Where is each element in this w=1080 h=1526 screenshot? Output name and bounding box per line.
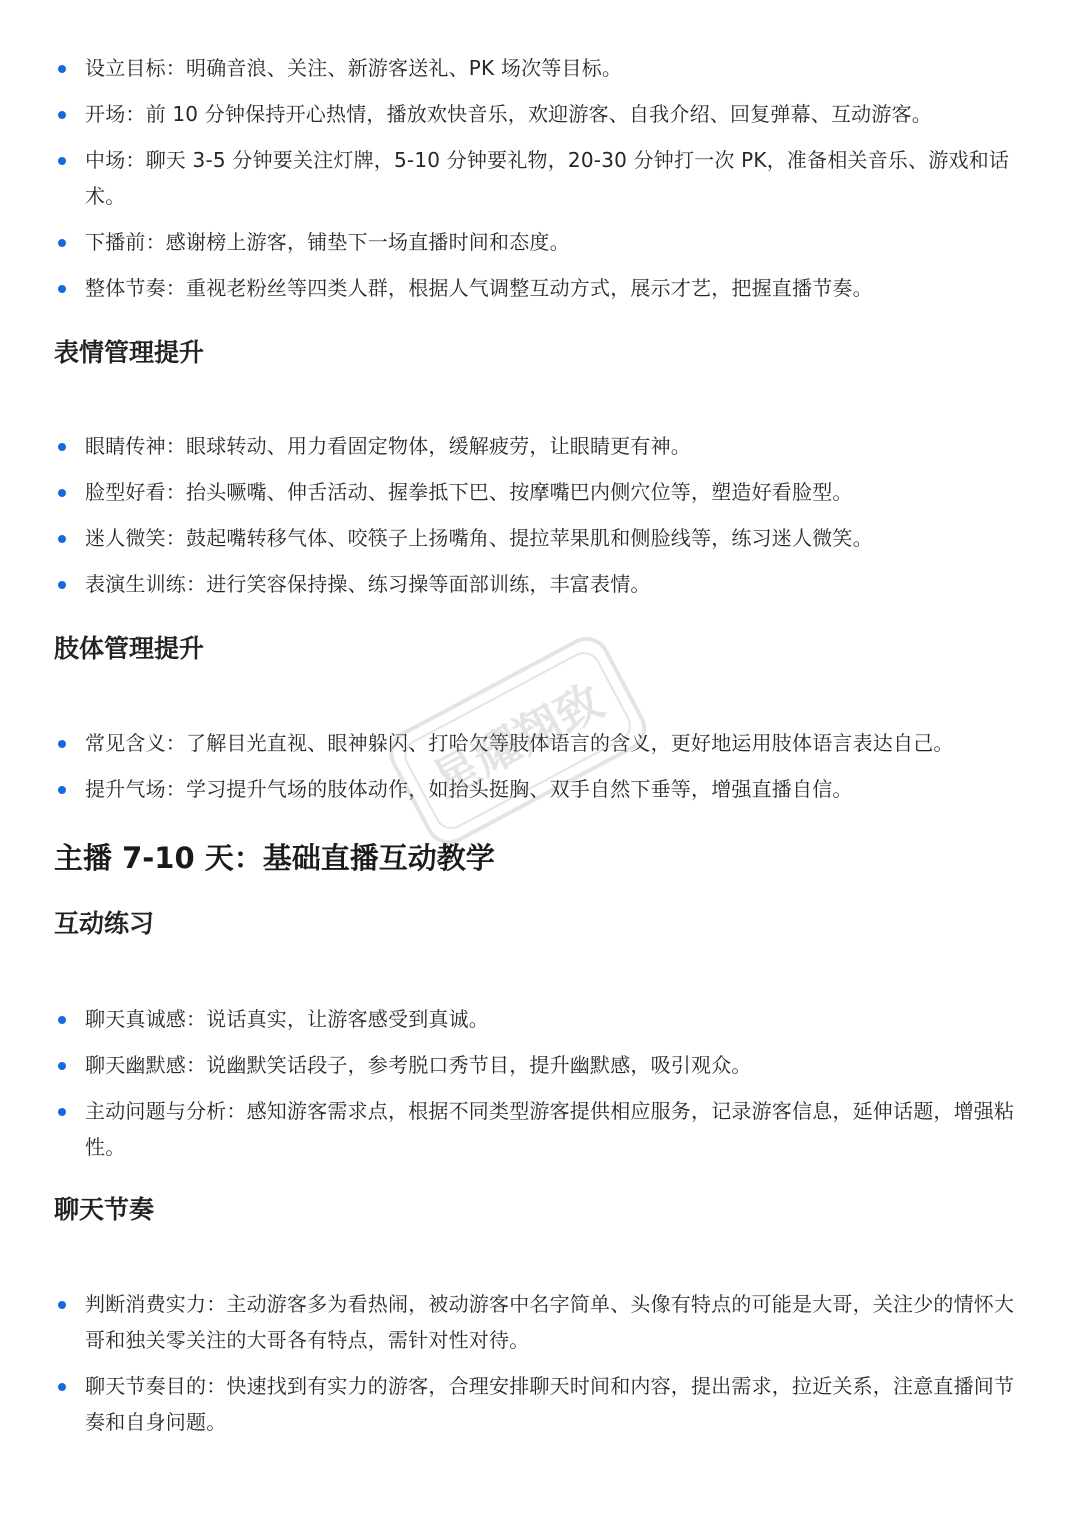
list-item [54,1093,1034,1165]
bullet-icon [58,1062,66,1070]
list-item [54,1368,1034,1440]
list-item [54,1286,1034,1358]
bullet-icon [58,285,66,293]
list-item [54,142,1034,214]
list-item-text: 判断消费实力：主动游客多为看热闹，被动游客中名字简单、头像有特点的可能是大哥，关注少的情怀大哥和独关零关注的大哥各有特点，需针对性对待。 [85,1292,1015,1352]
list-item [54,566,1034,602]
list-item-text: 提升气场：学习提升气场的肢体动作，如抬头挺胸、双手自然下垂等，增强直播自信。 [85,777,853,801]
watermark-text: 星耀翔致 [423,673,612,808]
body-language-list [54,725,1034,807]
list-item [54,771,1034,807]
list-item-text: 中场：聊天 3-5 分钟要关注灯牌，5-10 分钟要礼物，20-30 分钟打一次 PK，准备相关音乐、游戏和话术。 [85,148,1010,208]
bullet-icon [58,1016,66,1024]
bullet-icon [58,581,66,589]
bullet-icon [58,157,66,165]
list-item [54,474,1034,510]
goal-list [54,50,1034,306]
bullet-icon [58,1301,66,1309]
bullet-icon [58,1383,66,1391]
bullet-icon [58,786,66,794]
section-heading-interaction: 互动练习 [54,909,155,938]
list-item-text: 脸型好看：抬头噘嘴、伸舌活动、握拳抵下巴、按摩嘴巴内侧穴位等，塑造好看脸型。 [85,480,853,504]
list-item-text: 表演生训练：进行笑容保持操、练习操等面部训练，丰富表情。 [85,572,651,596]
list-item [54,1001,1034,1037]
list-item [54,1047,1034,1083]
list-item [54,50,1034,86]
bullet-icon [58,443,66,451]
bullet-icon [58,740,66,748]
list-item [54,224,1034,260]
main-heading: 主播 7-10 天：基础直播互动教学 [54,841,495,875]
list-item-text: 聊天幽默感：说幽默笑话段子，参考脱口秀节目，提升幽默感，吸引观众。 [85,1053,752,1077]
rhythm-list [54,1286,1034,1440]
bullet-icon [58,239,66,247]
list-item-text: 开场：前 10 分钟保持开心热情，播放欢快音乐，欢迎游客、自我介绍、回复弹幕、互动游客。 [85,102,932,126]
expression-list [54,428,1034,602]
list-item-text: 设立目标：明确音浪、关注、新游客送礼、PK 场次等目标。 [85,56,623,80]
list-item-text: 整体节奏：重视老粉丝等四类人群，根据人气调整互动方式，展示才艺，把握直播节奏。 [85,276,873,300]
section-heading-expression: 表情管理提升 [54,338,205,367]
list-item [54,96,1034,132]
bullet-icon [58,535,66,543]
interaction-list [54,1001,1034,1165]
list-item [54,520,1034,556]
list-item [54,270,1034,306]
list-item-text: 聊天节奏目的：快速找到有实力的游客，合理安排聊天时间和内容，提出需求，拉近关系，注意直播间节奏和自身问题。 [85,1374,1015,1434]
list-item-text: 下播前：感谢榜上游客，铺垫下一场直播时间和态度。 [85,230,570,254]
bullet-icon [58,1108,66,1116]
list-item-text: 聊天真诚感：说话真实，让游客感受到真诚。 [85,1007,489,1031]
bullet-icon [58,489,66,497]
list-item-text: 迷人微笑：鼓起嘴转移气体、咬筷子上扬嘴角、提拉苹果肌和侧脸线等，练习迷人微笑。 [85,526,873,550]
section-heading-body-language: 肢体管理提升 [54,634,205,663]
list-item-text: 眼睛传神：眼球转动、用力看固定物体，缓解疲劳，让眼睛更有神。 [85,434,691,458]
bullet-icon [58,65,66,73]
list-item-text: 主动问题与分析：感知游客需求点，根据不同类型游客提供相应服务，记录游客信息，延伸话题，增强粘性。 [85,1099,1015,1159]
bullet-icon [58,111,66,119]
section-heading-rhythm: 聊天节奏 [54,1195,155,1224]
list-item [54,428,1034,464]
list-item-text: 常见含义：了解目光直视、眼神躲闪、打哈欠等肢体语言的含义，更好地运用肢体语言表达自己。 [85,731,954,755]
list-item [54,725,1034,761]
